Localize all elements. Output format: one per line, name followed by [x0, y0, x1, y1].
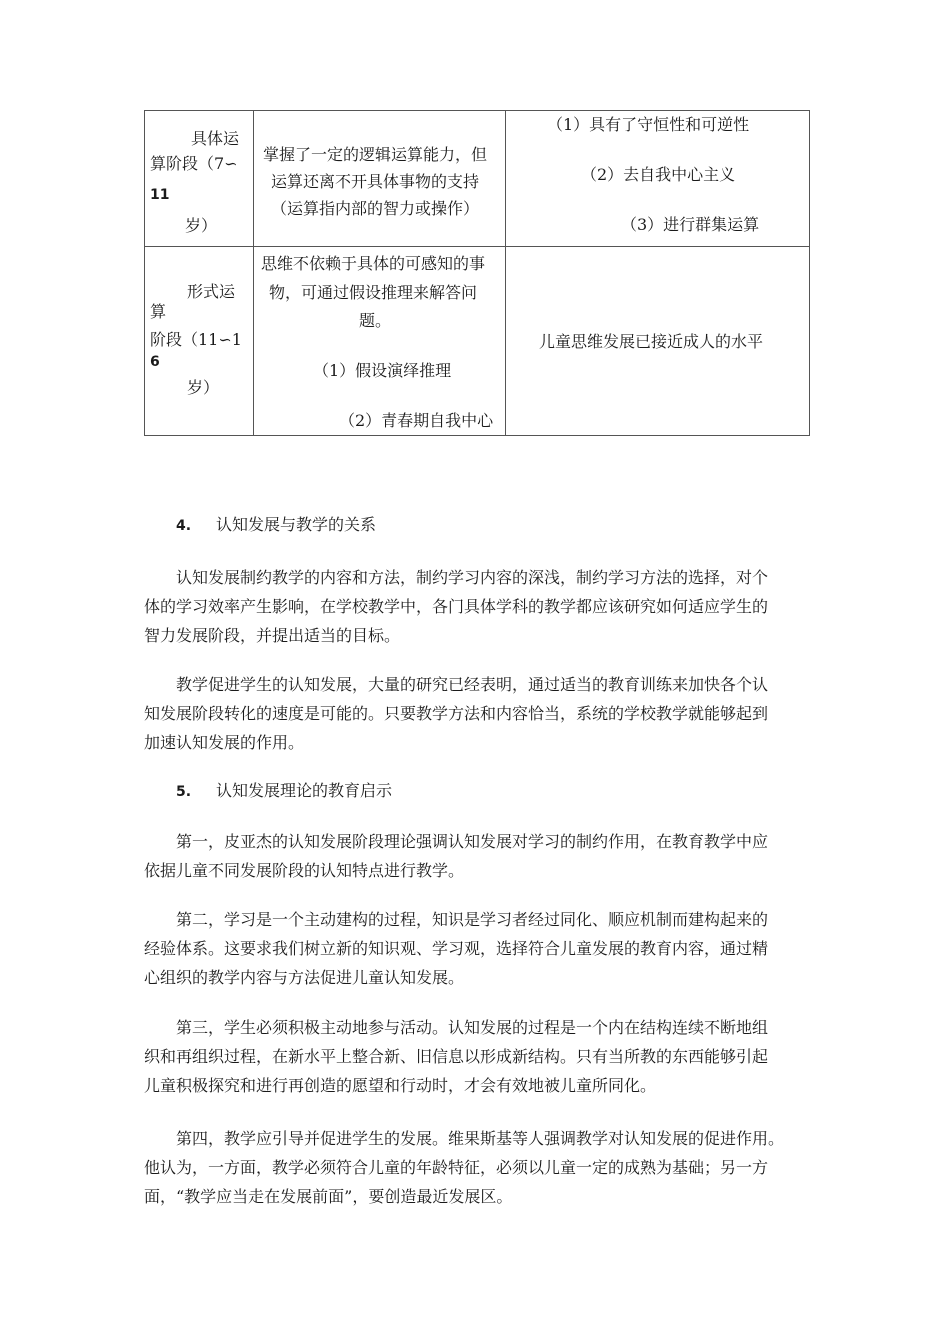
- feature-cell-line: 思维不依赖于具体的可感知的事: [261, 254, 486, 273]
- feature-cell-line: 运算还离不开具体事物的支持: [271, 172, 480, 191]
- column-divider: [505, 111, 506, 435]
- trait-cell-line: （3）进行群集运算: [621, 215, 760, 234]
- paragraph-line: 知发展阶段转化的速度是可能的。只要教学方法和内容恰当，系统的学校教学就能够起到: [144, 704, 769, 723]
- stage-cell-line: 算阶段（7∽: [150, 154, 238, 173]
- feature-cell-line: （运算指内部的智力或操作）: [271, 199, 480, 218]
- paragraph-line: 第四，教学应引导并促进学生的发展。维果斯基等人强调教学对认知发展的促进作用。: [176, 1129, 785, 1148]
- stage-table: [144, 110, 810, 436]
- paragraph-line: 依据儿童不同发展阶段的认知特点进行教学。: [144, 861, 465, 880]
- paragraph-line: 认知发展制约教学的内容和方法，制约学习内容的深浅，制约学习方法的选择，对个: [176, 568, 769, 587]
- paragraph-line: 面，“教学应当走在发展前面”，要创造最近发展区。: [144, 1187, 513, 1206]
- stage-cell-line: 6: [150, 354, 160, 370]
- section-number: 4.: [176, 518, 192, 534]
- paragraph-line: 智力发展阶段，并提出适当的目标。: [144, 626, 401, 645]
- stage-cell-line: 阶段（11∽1: [150, 330, 242, 349]
- paragraph-line: 教学促进学生的认知发展，大量的研究已经表明，通过适当的教育训练来加快各个认: [176, 675, 769, 694]
- paragraph-line: 第一，皮亚杰的认知发展阶段理论强调认知发展对学习的制约作用，在教育教学中应: [176, 832, 769, 851]
- feature-cell-line: 题。: [359, 311, 392, 330]
- paragraph: [144, 1013, 824, 1100]
- trait-cell-line: （2）去自我中心主义: [581, 165, 736, 184]
- section-title: 认知发展与教学的关系: [216, 515, 377, 534]
- section-heading: [176, 780, 392, 803]
- paragraph: [144, 563, 824, 650]
- section-heading: [176, 514, 376, 537]
- stage-cell-line: 形式运: [187, 282, 236, 301]
- column-divider: [253, 111, 254, 435]
- stage-cell-line: 算: [150, 302, 167, 321]
- stage-cell-line: 具体运: [191, 129, 240, 148]
- paragraph-line: 心组织的教学内容与方法促进儿童认知发展。: [144, 968, 465, 987]
- feature-cell-line: 掌握了一定的逻辑运算能力，但: [263, 145, 488, 164]
- section-title: 认知发展理论的教育启示: [216, 781, 393, 800]
- paragraph-line: 加速认知发展的作用。: [144, 733, 305, 752]
- section-number: 5.: [176, 784, 192, 800]
- stage-cell-line: 岁）: [185, 216, 218, 235]
- feature-cell-line: （2）青春期自我中心: [339, 411, 494, 430]
- stage-cell-line: 11: [150, 187, 170, 203]
- stage-cell-line: 岁）: [187, 378, 220, 397]
- paragraph: [144, 670, 824, 757]
- paragraph-line: 儿童积极探究和进行再创造的愿望和行动时，才会有效地被儿童所同化。: [144, 1076, 657, 1095]
- paragraph-line: 第二，学习是一个主动建构的过程，知识是学习者经过同化、顺应机制而建构起来的: [176, 910, 769, 929]
- trait-cell-line: （1）具有了守恒性和可逆性: [547, 115, 750, 134]
- paragraph-line: 第三，学生必须积极主动地参与活动。认知发展的过程是一个内在结构连续不断地组: [176, 1018, 769, 1037]
- paragraph-line: 体的学习效率产生影响，在学校教学中，各门具体学科的教学都应该研究如何适应学生的: [144, 597, 769, 616]
- paragraph-line: 他认为，一方面，教学必须符合儿童的年龄特征，必须以儿童一定的成熟为基础；另一方: [144, 1158, 769, 1177]
- trait-cell-line: 儿童思维发展已接近成人的水平: [539, 332, 764, 351]
- paragraph: [144, 1124, 824, 1211]
- feature-cell-line: 物，可通过假设推理来解答问: [269, 283, 478, 302]
- feature-cell-line: （1）假设演绎推理: [313, 361, 452, 380]
- row-divider: [145, 246, 809, 247]
- paragraph: [144, 905, 824, 992]
- paragraph: [144, 827, 824, 885]
- paragraph-line: 经验体系。这要求我们树立新的知识观、学习观，选择符合儿童发展的教育内容，通过精: [144, 939, 769, 958]
- paragraph-line: 织和再组织过程，在新水平上整合新、旧信息以形成新结构。只有当所教的东西能够引起: [144, 1047, 769, 1066]
